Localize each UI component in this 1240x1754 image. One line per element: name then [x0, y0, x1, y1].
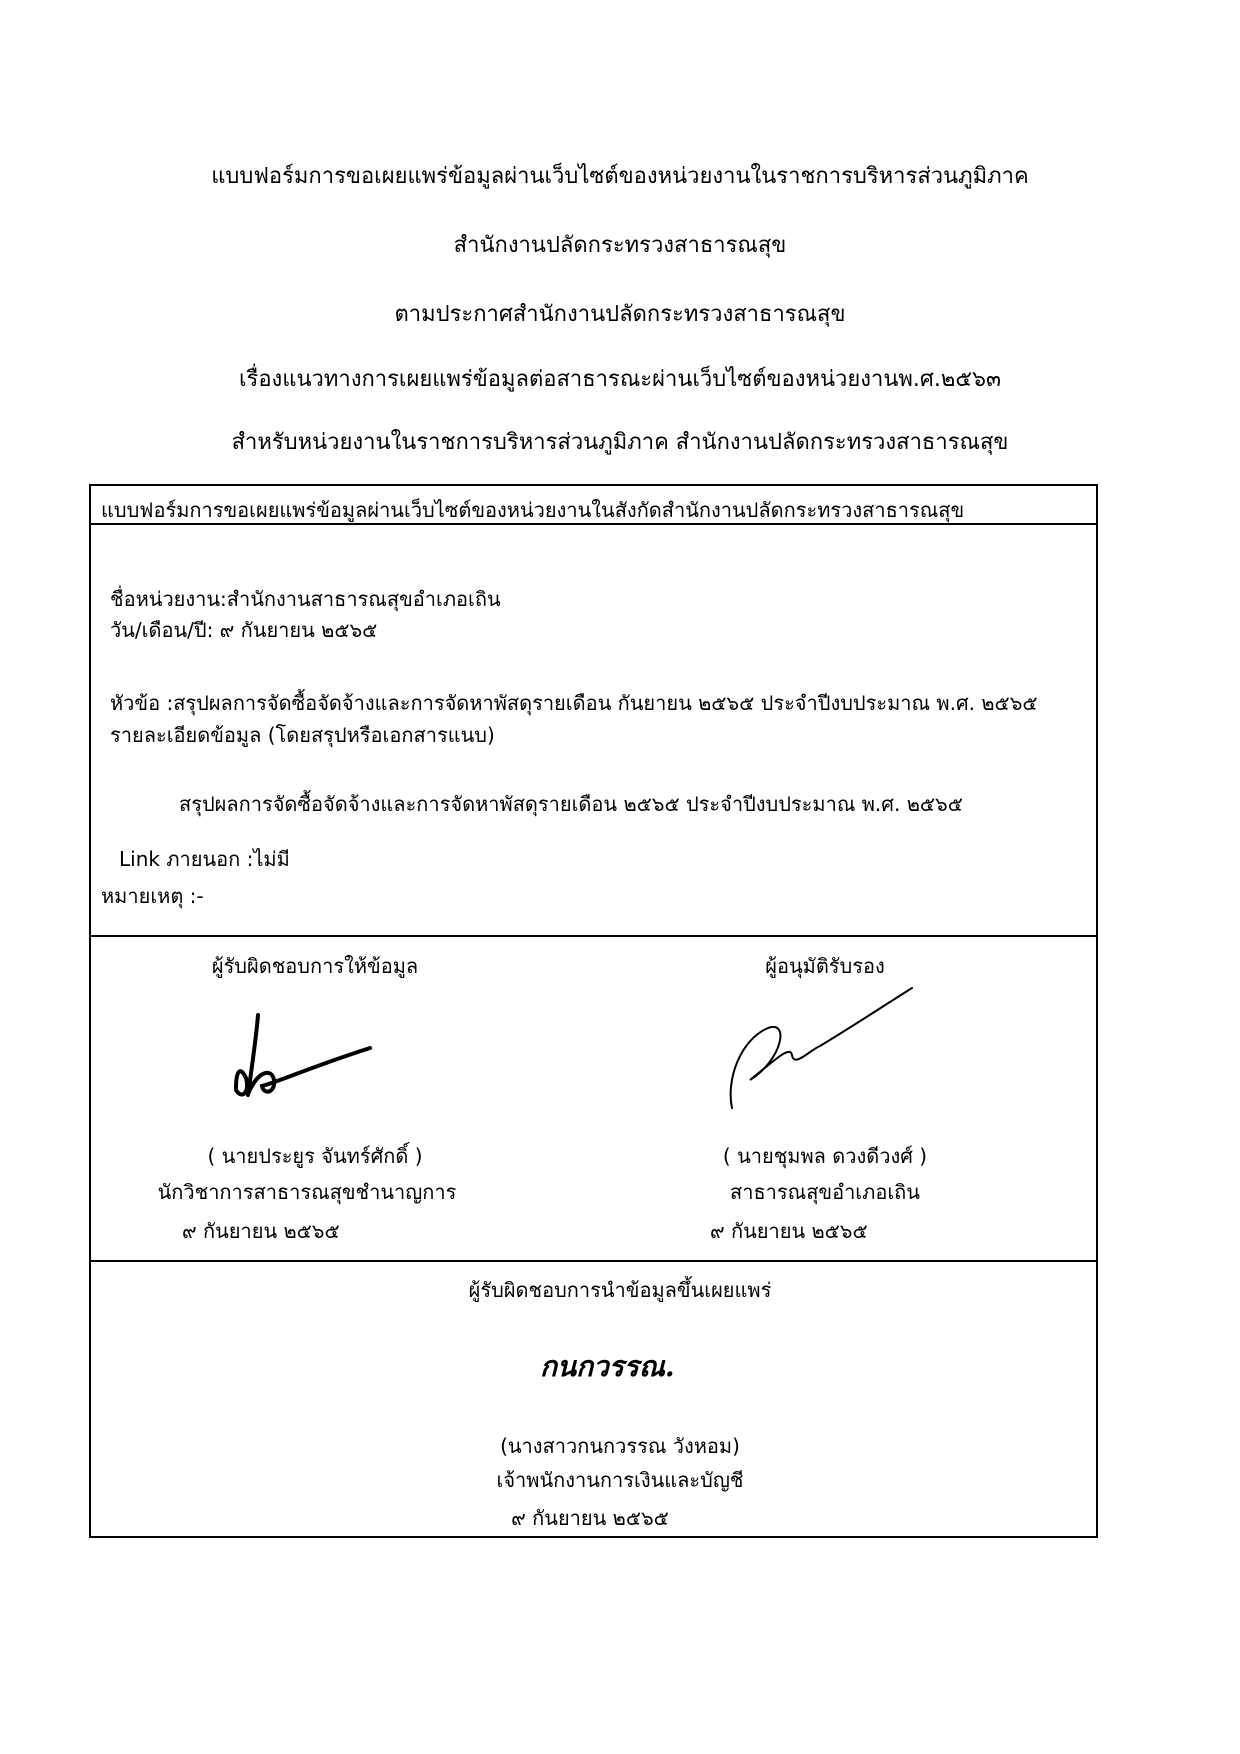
left-signature — [228, 1010, 378, 1110]
left-signer-position: นักวิชาการสาธารณสุขชำนาญการ — [157, 1180, 457, 1204]
form-details-section — [89, 523, 1098, 937]
publisher-signature: กนกวรรณ. — [540, 1350, 675, 1383]
left-signer-date: ๙ กันยายน ๒๕๖๕ — [182, 1219, 340, 1243]
left-signer-role: ผู้รับผิดชอบการให้ข้อมูล — [211, 954, 419, 978]
form-title-row — [89, 484, 1098, 525]
publisher-position: เจ้าพนักงานการเงินและบัญชี — [496, 1468, 744, 1492]
header-line-2: สำนักงานปลัดกระทรวงสาธารณสุข — [453, 233, 787, 258]
form-date: วัน/เดือน/ปี: ๙ กันยายน ๒๕๖๕ — [110, 618, 378, 642]
header-line-5: สำหรับหน่วยงานในราชการบริหารส่วนภูมิภาค สำนักงานปลัดกระทรวงสาธารณสุข — [231, 430, 1009, 455]
external-link: Link ภายนอก :ไม่มี — [119, 847, 290, 871]
right-signature — [720, 980, 920, 1115]
remark: หมายเหตุ :- — [101, 884, 204, 908]
right-signer-date: ๙ กันยายน ๒๕๖๕ — [710, 1219, 868, 1243]
header-line-4: เรื่องแนวทางการเผยแพร่ข้อมูลต่อสาธารณะผ่านเว็บไซต์ของหน่วยงานพ.ศ.๒๕๖๓ — [238, 367, 1002, 392]
detail-text: สรุปผลการจัดซื้อจัดจ้างและการจัดหาพัสดุรายเดือน ๒๕๖๕ ประจำปีงบประมาณ พ.ศ. ๒๕๖๕ — [179, 792, 963, 816]
publisher-name: (นางสาวกนกวรรณ วังหอม) — [500, 1434, 740, 1458]
right-signer-position: สาธารณสุขอำเภอเถิน — [730, 1180, 920, 1204]
header-line-1: แบบฟอร์มการขอเผยแพร่ข้อมูลผ่านเว็บไซต์ของหน่วยงานในราชการบริหารส่วนภูมิภาค — [211, 164, 1029, 189]
subject: หัวข้อ :สรุปผลการจัดซื้อจัดจ้างและการจัดหาพัสดุรายเดือน กันยายน ๒๕๖๕ ประจำปีงบประมาณ พ.ศ. ๒๕๖๕ — [110, 691, 1038, 715]
publisher-date: ๙ กันยายน ๒๕๖๕ — [511, 1506, 669, 1530]
right-signer-role: ผู้อนุมัติรับรอง — [765, 954, 885, 978]
form-title: แบบฟอร์มการขอเผยแพร่ข้อมูลผ่านเว็บไซต์ของหน่วยงานในสังกัดสำนักงานปลัดกระทรวงสาธารณสุข — [101, 498, 965, 522]
agency-name: ชื่อหน่วยงาน:สำนักงานสาธารณสุขอำเภอเถิน — [110, 587, 501, 611]
left-signer-name: ( นายประยูร จันทร์ศักดิ์ ) — [207, 1144, 423, 1168]
detail-label: รายละเอียดข้อมูล (โดยสรุปหรือเอกสารแนบ) — [110, 723, 495, 747]
publisher-role: ผู้รับผิดชอบการนำข้อมูลขึ้นเผยแพร่ — [468, 1278, 772, 1302]
right-signer-name: ( นายชุมพล ดวงดีวงศ์ ) — [722, 1144, 928, 1168]
header-line-3: ตามประกาศสำนักงานปลัดกระทรวงสาธารณสุข — [394, 302, 846, 327]
